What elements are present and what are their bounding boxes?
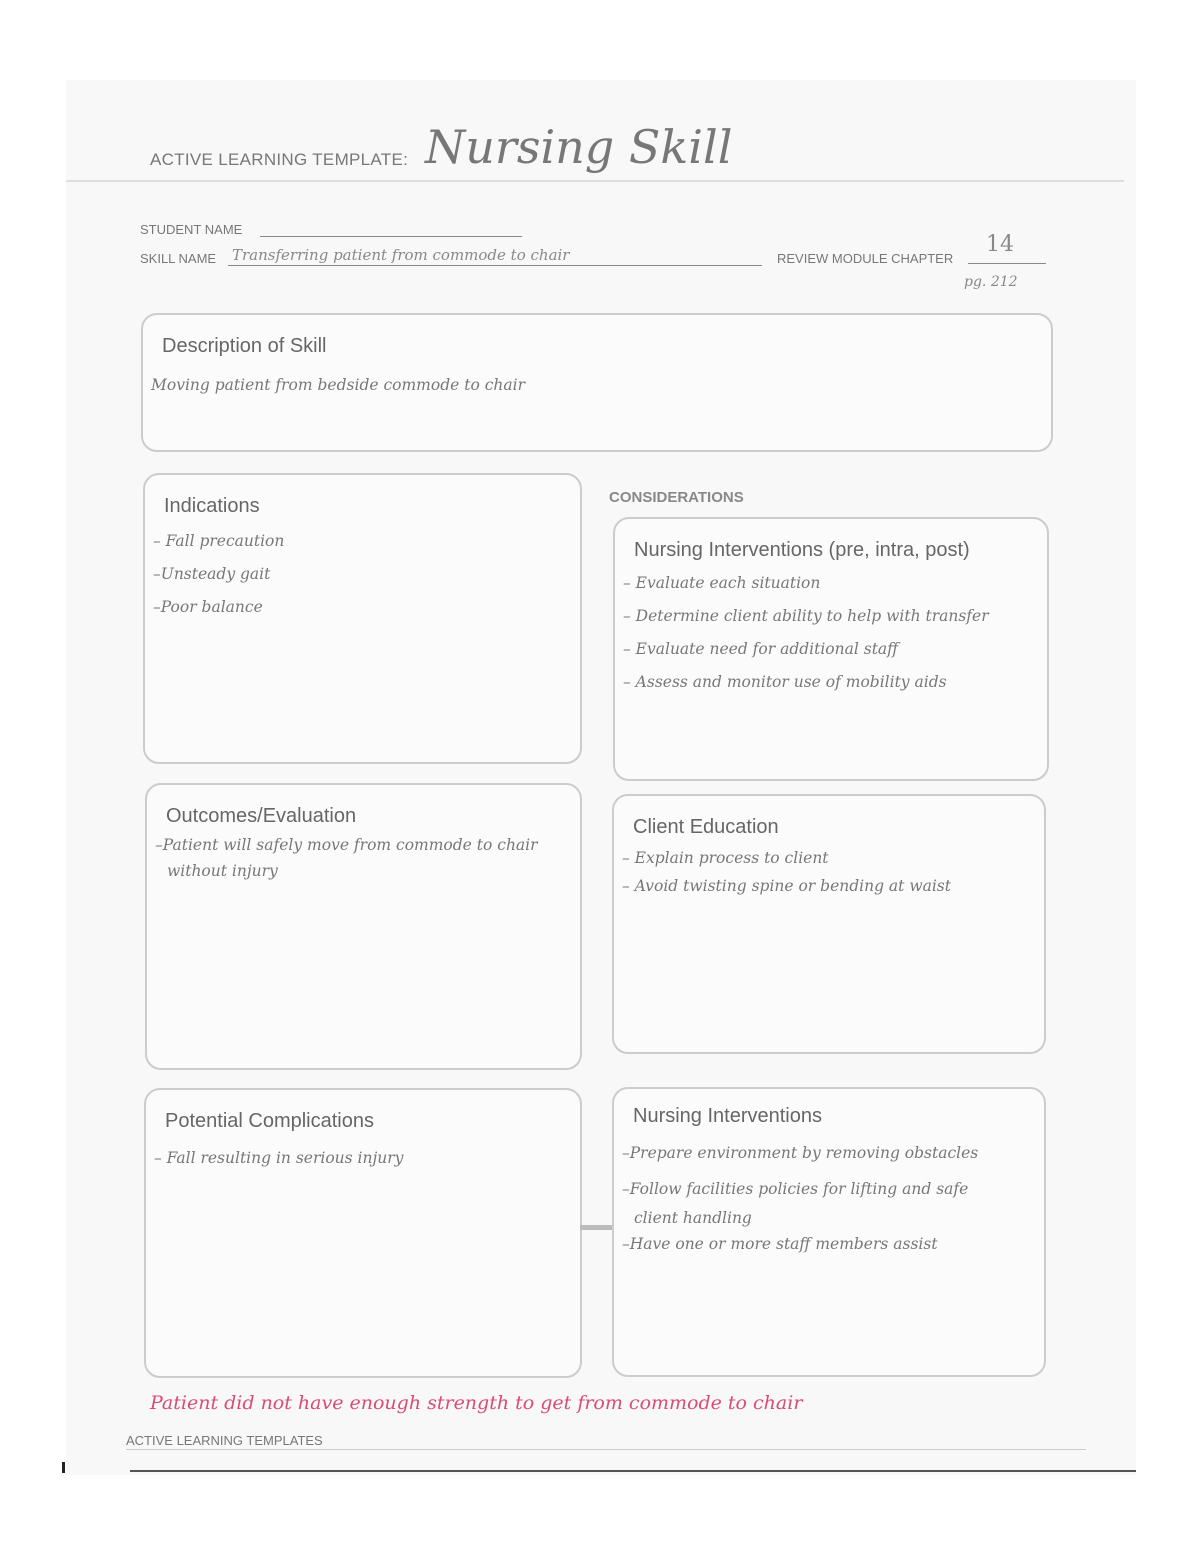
header-divider xyxy=(66,180,1124,182)
client-education-lines xyxy=(622,844,1036,900)
student-name-field[interactable] xyxy=(260,236,522,237)
nursing-interventions-ppp-title: Nursing Interventions (pre, intra, post) xyxy=(634,539,970,561)
description-line: Moving patient from bedside commode to chair xyxy=(151,376,525,394)
handwritten-footer-note: Patient did not have enough strength to get from commode to chair xyxy=(150,1392,803,1414)
outcomes-line: –Patient will safely move from commode to chair xyxy=(155,836,538,854)
nursing-interventions-ppp-line: – Evaluate need for additional staff xyxy=(623,640,899,658)
nursing-interventions-ppp-line: – Assess and monitor use of mobility aids xyxy=(623,673,947,691)
client-education-box xyxy=(612,794,1046,1054)
nursing-interventions-line: –Prepare environment by removing obstacles xyxy=(622,1144,979,1162)
nursing-interventions-ppp-lines xyxy=(623,567,1039,699)
nursing-interventions-ppp-box xyxy=(613,517,1049,781)
considerations-heading: CONSIDERATIONS xyxy=(609,489,744,506)
skill-name-label: SKILL NAME xyxy=(140,251,217,266)
footer-divider xyxy=(126,1449,1086,1450)
nursing-interventions-lines xyxy=(622,1135,1036,1259)
indications-line: –Unsteady gait xyxy=(153,565,271,583)
complications-lines xyxy=(154,1142,572,1175)
nursing-interventions-line: client handling xyxy=(634,1209,752,1227)
description-title: Description of Skill xyxy=(162,335,327,357)
skill-name-field[interactable] xyxy=(228,265,762,266)
complications-box xyxy=(144,1088,582,1378)
indications-line: –Poor balance xyxy=(153,598,263,616)
review-module-label: REVIEW MODULE CHAPTER xyxy=(777,251,954,266)
skill-name-value: Transferring patient from commode to chair xyxy=(232,246,570,264)
nursing-interventions-ppp-line: – Determine client ability to help with transfer xyxy=(623,607,989,625)
description-box xyxy=(141,313,1053,452)
nursing-interventions-line: –Follow facilities policies for lifting and safe xyxy=(622,1180,969,1198)
nursing-interventions-box xyxy=(612,1087,1046,1377)
outcomes-box xyxy=(145,783,582,1070)
box-connector xyxy=(580,1225,614,1230)
scan-edge-mark xyxy=(62,1462,65,1473)
indications-title: Indications xyxy=(164,495,260,517)
nursing-interventions-ppp-line: – Evaluate each situation xyxy=(623,574,821,592)
complications-line: – Fall resulting in serious injury xyxy=(154,1149,404,1167)
outcomes-line: without injury xyxy=(167,862,278,880)
indications-lines xyxy=(153,525,572,624)
complications-title: Potential Complications xyxy=(165,1110,374,1132)
review-module-pages: pg. 212 xyxy=(964,274,1018,290)
outcomes-lines xyxy=(155,831,572,883)
nursing-interventions-line: –Have one or more staff members assist xyxy=(622,1235,938,1253)
client-education-line: – Explain process to client xyxy=(622,849,829,867)
indications-box xyxy=(143,473,582,764)
template-label: ACTIVE LEARNING TEMPLATE: xyxy=(150,150,409,169)
outcomes-title: Outcomes/Evaluation xyxy=(166,805,357,827)
review-module-field[interactable] xyxy=(968,263,1046,264)
client-education-line: – Avoid twisting spine or bending at waist xyxy=(622,877,951,895)
description-lines xyxy=(151,369,1043,402)
nursing-interventions-title: Nursing Interventions xyxy=(633,1105,822,1127)
client-education-title: Client Education xyxy=(633,816,779,838)
page-title: Nursing Skill xyxy=(425,120,733,174)
student-name-label: STUDENT NAME xyxy=(140,222,243,237)
page-bottom-edge xyxy=(130,1470,1136,1472)
footer-label: ACTIVE LEARNING TEMPLATES xyxy=(126,1433,323,1448)
indications-line: – Fall precaution xyxy=(153,532,285,550)
review-module-value: 14 xyxy=(986,232,1014,257)
